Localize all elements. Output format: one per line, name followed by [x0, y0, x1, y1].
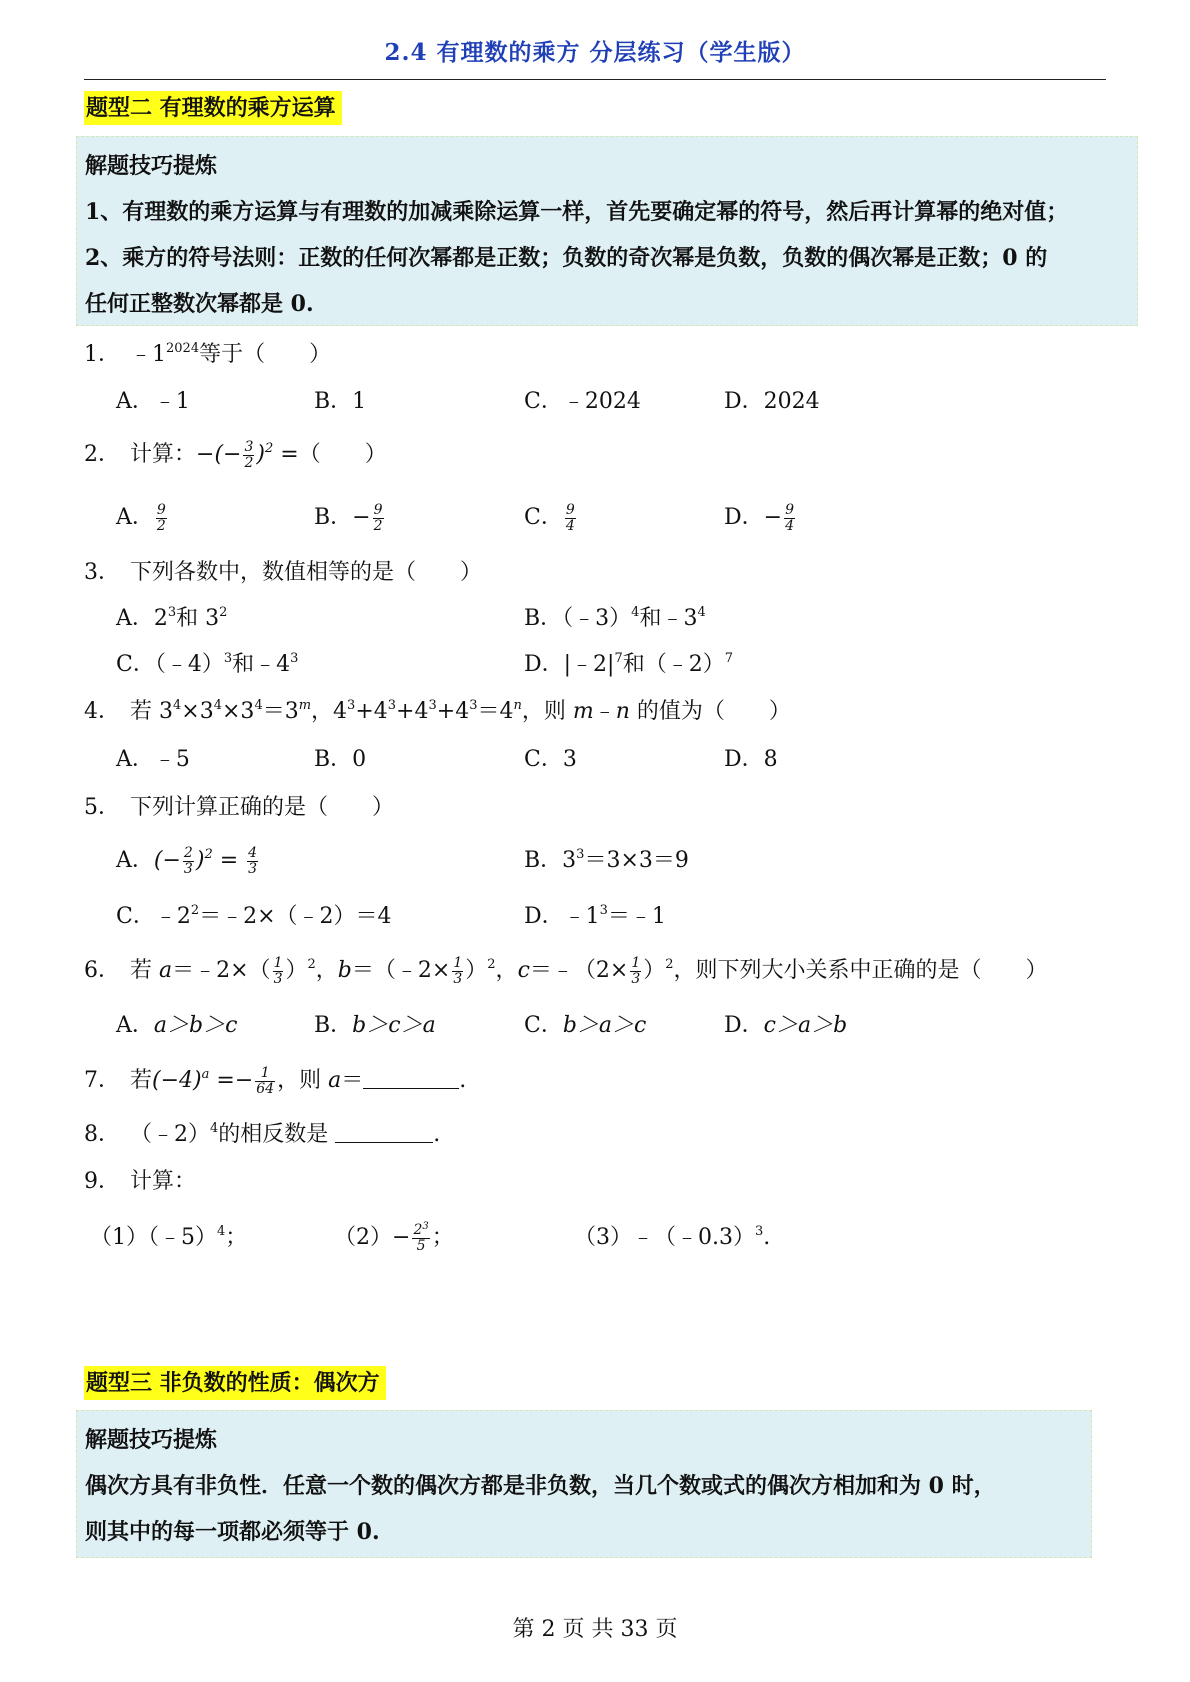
q9-sub-3: （3）﹣（﹣0.3）$^3$. — [574, 1224, 771, 1250]
question-7: 7． 若$(-4)^a$ =− $\frac{1}{64}$ ，则 a＝ . — [84, 1064, 467, 1097]
question-1: 1． $﹣1^{2024}$等于（ ） — [84, 341, 332, 367]
q1-option-a[interactable]: A．﹣1 — [116, 389, 190, 414]
tip-box-type3 — [76, 1410, 1092, 1558]
question-3: 3． 下列各数中，数值相等的是（ ） — [84, 560, 483, 585]
q6-option-d[interactable]: D．c＞a＞b — [724, 1013, 848, 1038]
q4-option-d[interactable]: D．8 — [724, 747, 778, 772]
q6-option-b[interactable]: B．b＞c＞a — [314, 1013, 436, 1038]
q5-option-b[interactable]: B．$3^3=3\times 3=9$ — [524, 847, 689, 873]
q3-option-a[interactable]: A．$2^3$和 $3^2$ — [116, 605, 228, 631]
q1-option-c[interactable]: C．﹣2024 — [524, 389, 641, 414]
question-6: 6． 若 a＝﹣2×（ $\frac{1}{3}$ ）$^2$，b＝（﹣2× $\frac{1}{3}$ ）$^2$，c＝﹣（2× $\frac{1}{3}$ ）$^2$，则下列大小关系中正确的是（ ） — [84, 954, 1048, 987]
q9-sub-2: （2）− $\frac{2^3}{5}$ ； — [334, 1220, 454, 1254]
q8-answer-blank[interactable] — [335, 1120, 433, 1143]
tip-box-type2 — [76, 136, 1138, 326]
q1-option-d[interactable]: D．2024 — [724, 389, 820, 414]
tip-heading: 解题技巧提炼 — [85, 153, 218, 179]
question-9: 9． 计算： — [84, 1169, 197, 1194]
tip-rule-1: 偶次方具有非负性．任意一个数的偶次方都是非负数，当几个数或式的偶次方相加和为 0 时， — [85, 1473, 996, 1499]
tip-heading: 解题技巧提炼 — [85, 1427, 218, 1453]
q2-option-c[interactable]: C． $\frac{9}{4}$ — [524, 501, 575, 534]
question-5: 5． 下列计算正确的是（ ） — [84, 795, 395, 820]
q2-option-b[interactable]: B．− $\frac{9}{2}$ — [314, 501, 383, 534]
q3-option-c[interactable]: C．（﹣4）$^3$和$﹣4^3$ — [116, 651, 299, 677]
q4-option-a[interactable]: A．﹣5 — [116, 747, 190, 772]
question-8: 8． （﹣2）$^4$的相反数是 . — [84, 1121, 441, 1147]
q6-option-c[interactable]: C．b＞a＞c — [524, 1013, 647, 1038]
q3-option-b[interactable]: B．（﹣3）$^4$和$﹣3^4$ — [524, 605, 706, 631]
question-2: 2． 计算：−(− $\frac{3}{2}$ )$^2$ =（ ） — [84, 438, 387, 471]
q7-answer-blank[interactable] — [363, 1066, 459, 1089]
q5-option-c[interactable]: C．$﹣2^2=﹣2\times(﹣2)=4$ — [116, 903, 392, 929]
q1-option-b[interactable]: B．1 — [314, 389, 367, 414]
q2-option-d[interactable]: D．− $\frac{9}{4}$ — [724, 501, 794, 534]
q5-option-a[interactable]: A．(− $\frac{2}{3}$ )$^2$ = $\frac{4}{3}$ — [116, 844, 258, 877]
q2-option-a[interactable]: A． $\frac{9}{2}$ — [116, 501, 166, 534]
page-number: 第 2 页 共 33 页 — [512, 1617, 678, 1642]
page-title: 2.4 有理数的乘方 分层练习（学生版） — [384, 39, 806, 66]
q5-option-d[interactable]: D．$﹣1^3=﹣1$ — [524, 903, 666, 929]
q4-option-b[interactable]: B．0 — [314, 747, 367, 772]
q3-option-d[interactable]: D．$|﹣2|^7$和（﹣2）$^7$ — [524, 651, 734, 677]
tip-rule-1: 1、有理数的乘方运算与有理数的加减乘除运算一样，首先要确定幂的符号，然后再计算幂的绝对值； — [85, 199, 1069, 225]
question-4: 4． 若 $3^4\times 3^4\times 3^4=3^m$，$4^3+4^3+4^3+4^3=4^n$，则 m﹣n 的值为（ ） — [84, 698, 791, 724]
q6-option-a[interactable]: A．a＞b＞c — [116, 1013, 238, 1038]
q4-option-c[interactable]: C．3 — [524, 747, 577, 772]
q9-sub-1: （1）（﹣5）$^4$； — [90, 1224, 248, 1250]
section-title-type2: 题型二 有理数的乘方运算 — [84, 91, 342, 125]
header-divider — [84, 79, 1106, 80]
tip-rule-1-cont: 则其中的每一项都必须等于 0. — [85, 1519, 380, 1545]
section-title-type3: 题型三 非负数的性质：偶次方 — [84, 1366, 386, 1400]
tip-rule-2: 2、乘方的符号法则：正数的任何次幂都是正数；负数的奇次幂是负数，负数的偶次幂是正数；0 的 — [85, 245, 1048, 271]
tip-rule-2-cont: 任何正整数次幂都是 0. — [85, 291, 314, 317]
